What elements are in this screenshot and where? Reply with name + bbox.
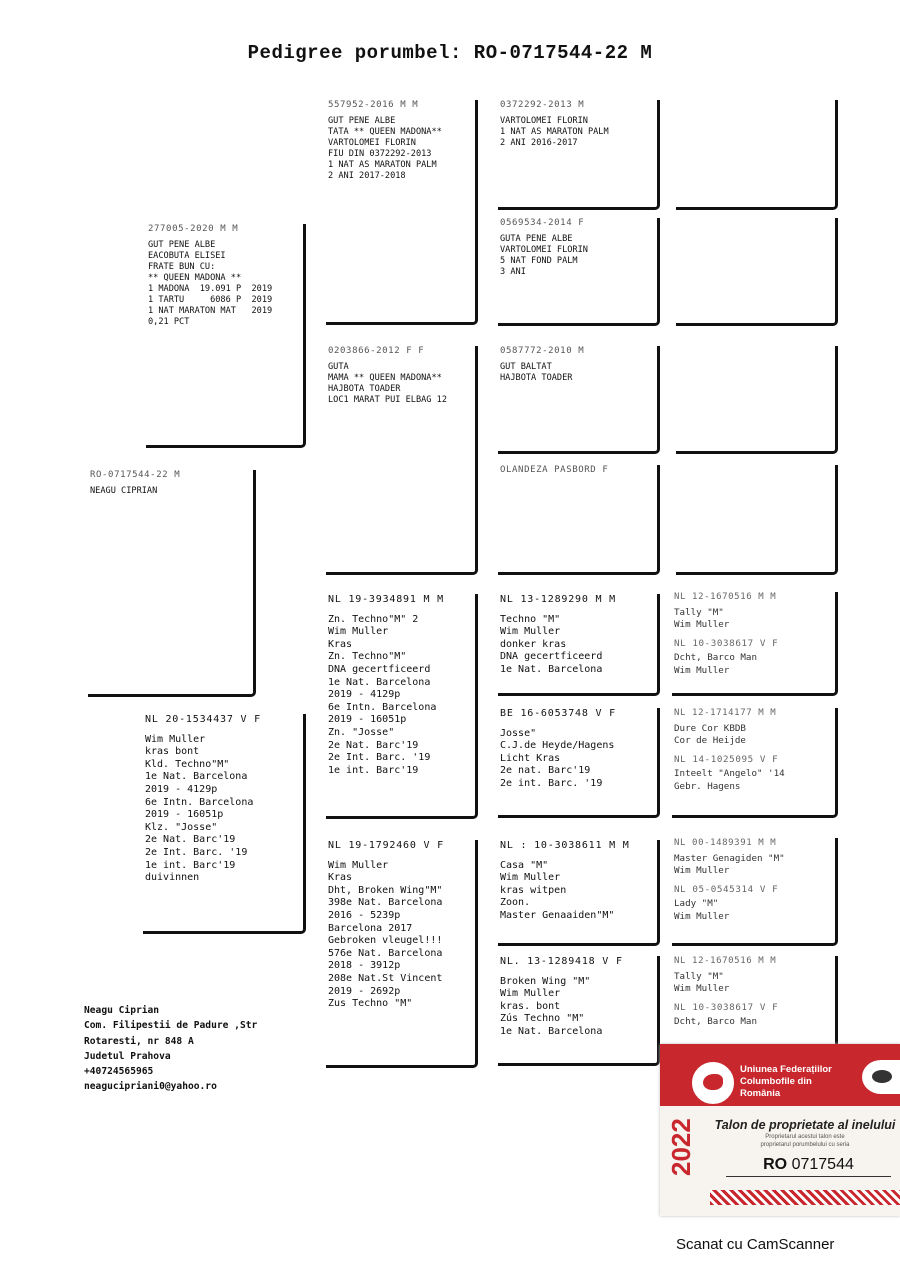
pedigree-line: 2e Nat. Barc'19 [328,739,419,751]
pedigree-line: GUT PENE ALBE [148,240,216,250]
federation-name [740,1064,850,1100]
pedigree-line: 2 ANI 2016-2017 [500,138,578,148]
pedigree-line: Master Genagiden "M" [674,852,785,864]
pedigree-line: Inteelt "Angelo" '14 [674,768,785,779]
pedigree-box-g5 [672,838,838,946]
pedigree-line: C.J.de Heyde/Hagens [500,740,615,752]
pedigree-line: 1e Nat. Barcelona [328,676,431,688]
pedigree-line: FRATE BUN CU: [148,262,216,272]
pedigree-line: 6e Intn. Barcelona [145,796,254,808]
pedigree-line: 1 MADONA 19.091 P 2019 [148,284,273,294]
pedigree-box-sss [498,100,660,210]
pedigree-line: Klz. "Josse" [145,821,218,833]
pedigree-line: 2 ANI 2017-2018 [328,171,406,181]
pedigree-line: 2019 - 2692p [328,985,401,997]
pedigree-line: Gebr. Hagens [674,780,741,792]
ring-number: RO-0717544-22 M [90,470,181,480]
pedigree-box-dss [498,594,660,696]
pedigree-line: donker kras [500,638,567,650]
pedigree-box-g5-empty [676,346,838,454]
owner-address [84,1003,257,1095]
pedigree-line: 2019 - 16051p [328,714,407,726]
pedigree-box-g5-empty [676,465,838,575]
pedigree-line: Licht Kras [500,752,561,764]
owner-line: Com. Filipestii de Padure ,Str [84,1020,258,1032]
pedigree-box-dam [143,714,306,934]
pedigree-line: 2019 - 4129p [328,689,401,701]
pedigree-line: Gebroken vleugel!!! [328,935,443,947]
pedigree-box-dsd [498,708,660,818]
pedigree-line: 1e int. Barc'19 [145,859,236,871]
owner-line: neagucipriani0@yahoo.ro [84,1081,217,1093]
pedigree-line: VARTOLOMEI FLORIN [328,138,416,148]
pedigree-line: Josse" [500,727,537,739]
pedigree-box-dam-dam [326,840,478,1068]
pedigree-line: Wim Muller [145,733,206,745]
pedigree-box-sdd [498,465,660,575]
pedigree-line: 2e nat. Barc'19 [500,765,591,777]
pedigree-line: 2e int. Barc. '19 [500,777,603,789]
ring-number: 0717544 [791,1156,854,1173]
owner-line: Neagu Ciprian [84,1005,160,1016]
ticket-year: 2022 [666,1118,696,1176]
ring-number: NL 20-1534437 V F [145,714,261,725]
pedigree-line: 6e Intn. Barcelona [328,701,437,713]
ring-prefix: RO [763,1156,788,1173]
pedigree-line: Dure Cor KBDB [674,722,746,734]
pedigree-line: Dcht, Barco Man [674,1016,757,1027]
pedigree-line: 398e Nat. Barcelona [328,897,443,909]
pedigree-line: kras witpen [500,884,567,896]
pedigree-box-ssd [498,218,660,326]
pedigree-line: GUT PENE ALBE [328,116,396,126]
pedigree-line: FIU DIN 0372292-2013 [328,149,432,159]
pedigree-line: TATA ** QUEEN MADONA** [328,127,442,137]
federation-seal-icon [690,1060,736,1106]
pedigree-line: Kld. Techno"M" [145,758,230,770]
pedigree-box-dam-sire [326,594,478,819]
pedigree-box-sds [498,346,660,454]
pedigree-line: 3 ANI [500,267,526,277]
owner-line: Rotaresti, nr 848 A [84,1035,194,1047]
ring-number: NL 19-3934891 M M [328,594,444,605]
pedigree-line: Wim Muller [500,872,561,884]
pedigree-box-sire-dam [326,346,478,575]
ring-number: NL 13-1289290 M M [500,594,616,605]
pedigree-box-dds [498,840,660,946]
pedigree-line: 1 NAT AS MARATON PALM [328,160,437,170]
pedigree-line: 2019 - 4129p [145,783,218,795]
ring-number: NL 12-1714177 M M [674,708,777,718]
ring-number: OLANDEZA PASBORD F [500,465,609,475]
pedigree-box-g5-empty [676,100,838,210]
pedigree-line: VARTOLOMEI FLORIN [500,245,588,255]
pedigree-line: Zus Techno "M" [328,998,413,1010]
ring-number: BE 16-6053748 V F [500,708,616,719]
pedigree-line: Broken Wing "M" [500,975,591,987]
pedigree-line: duivinnen [145,872,200,884]
ring-number: NL : 10-3038611 M M [500,840,630,851]
pedigree-line: kras. bont [500,1000,561,1012]
pedigree-line: Casa "M" [500,859,549,871]
pedigree-line: 5 NAT FOND PALM [500,256,578,266]
pedigree-line: Kras [328,872,353,884]
pedigree-line: EACOBUTA ELISEI [148,251,226,261]
pedigree-line: 2e Int. Barc. '19 [145,846,248,858]
ticket-ring-number [726,1156,891,1177]
ring-number: NL 00-1489391 M M [674,838,777,848]
pedigree-line: Wim Muller [328,626,389,638]
ring-number: 0372292-2013 M [500,100,585,110]
pedigree-line: Zoon. [500,897,531,909]
pedigree-line: 2019 - 16051p [145,809,224,821]
scanner-watermark: Scanat cu CamScanner [676,1236,835,1253]
ring-number: NL 12-1670516 M M [674,592,777,602]
pedigree-line: 2018 - 3912p [328,960,401,972]
pedigree-line: 0,21 PCT [148,317,190,327]
pedigree-line: GUTA PENE ALBE [500,234,573,244]
ring-number: NL 14-1025095 V F [674,753,779,765]
pedigree-line: Lady "M" [674,898,719,909]
ticket-title: Talon de proprietate al inelului [714,1118,896,1132]
ring-number: 0203866-2012 F F [328,346,425,356]
pedigree-line: 1e Nat. Barcelona [145,771,248,783]
ring-number: 0587772-2010 M [500,346,585,356]
pedigree-line: Techno "M" [500,613,561,625]
ticket-subtitle-line: Proprietarul acestui talon este [765,1134,845,1140]
ring-number: NL 12-1670516 M M [674,956,777,966]
pedigree-line: VARTOLOMEI FLORIN [500,116,588,126]
pedigree-line: 2e Int. Barc. '19 [328,752,431,764]
ring-number: NL 10-3038617 V F [674,1001,779,1013]
pedigree-line: 1 NAT MARATON MAT 2019 [148,306,273,316]
pedigree-line: 576e Nat. Barcelona [328,947,443,959]
pedigree-line: DNA gecertficeerd [500,651,603,663]
pedigree-box-g5 [672,956,838,1056]
pedigree-line: Zn. Techno"M" 2 [328,613,419,625]
pedigree-line: LOC1 MARAT PUI ELBAG 12 [328,395,447,405]
pedigree-line: HAJBOTA TOADER [328,384,401,394]
pedigree-line: Kras [328,638,353,650]
federation-name-line: Uniunea Federațiilor [740,1064,832,1075]
pedigree-box-sire [146,224,306,448]
pedigree-line: 1 NAT AS MARATON PALM [500,127,609,137]
pedigree-line: 1e int. Barc'19 [328,764,419,776]
pedigree-line: Wim Muller [674,664,730,676]
pedigree-line: 1e Nat. Barcelona [500,1025,603,1037]
club-logo-icon [862,1060,900,1094]
pedigree-line: Wim Muller [500,988,561,1000]
pedigree-line: Dcht, Barco Man [674,652,757,663]
pedigree-line: Dht, Broken Wing"M" [328,884,443,896]
pedigree-box-g5 [672,592,838,696]
federation-name-line: Columbofile din România [740,1076,812,1099]
pedigree-line: NEAGU CIPRIAN [90,486,158,496]
pedigree-line: Barcelona 2017 [328,922,413,934]
pedigree-line: Wim Muller [674,619,730,630]
pedigree-line: kras bont [145,746,200,758]
pedigree-line: DNA gecertficeerd [328,663,431,675]
pedigree-box-sire-sire [326,100,478,325]
ring-ownership-ticket [660,1044,900,1216]
pedigree-line: MAMA ** QUEEN MADONA** [328,373,442,383]
ticket-subtitle [710,1134,900,1149]
ring-number: NL. 13-1289418 V F [500,956,623,967]
pedigree-line: 2e Nat. Barc'19 [145,834,236,846]
pedigree-line: GUT BALTAT [500,362,552,372]
pedigree-line: HAJBOTA TOADER [500,373,573,383]
pedigree-line: 1 TARTU 6086 P 2019 [148,295,273,305]
owner-line: Judetul Prahova [84,1050,171,1062]
ring-number: NL 10-3038617 V F [674,637,779,649]
pedigree-box-g5-empty [676,218,838,326]
ticket-pattern-band [710,1190,900,1205]
pedigree-line: Wim Muller [674,865,730,876]
pedigree-line: Master Genaaiden"M" [500,909,615,921]
pedigree-line: GUTA [328,362,349,372]
page-title: Pedigree porumbel: RO-0717544-22 M [247,42,653,64]
ticket-subtitle-line: proprietarul porumbelului cu seria [760,1141,850,1148]
pedigree-line: ** QUEEN MADONA ** [148,273,242,283]
pedigree-line: Zús Techno "M" [500,1013,585,1025]
pedigree-line: Tally "M" [674,970,724,982]
ring-number: 0569534-2014 F [500,218,585,228]
ring-number: NL 05-0545314 V F [674,883,779,895]
pedigree-line: Wim Muller [328,859,389,871]
pedigree-line: Wim Muller [500,626,561,638]
owner-line: +40724565965 [84,1066,154,1078]
ring-number: NL 19-1792460 V F [328,840,444,851]
pedigree-line: 208e Nat.St Vincent [328,972,443,984]
pedigree-line: Wim Muller [674,910,730,922]
pedigree-line: Wim Muller [674,983,730,994]
pedigree-line: Zn. Techno"M" [328,651,407,663]
pedigree-line: 2016 - 5239p [328,909,401,921]
ring-number: 557952-2016 M M [328,100,419,110]
pedigree-line: Tally "M" [674,606,724,618]
pedigree-line: Cor de Heijde [674,735,746,746]
pedigree-line: 1e Nat. Barcelona [500,663,603,675]
pedigree-box-ddd [498,956,660,1066]
pedigree-box-subject [88,470,256,697]
ring-number: 277005-2020 M M [148,224,239,234]
pedigree-line: Zn. "Josse" [328,726,395,738]
pedigree-box-g5 [672,708,838,818]
